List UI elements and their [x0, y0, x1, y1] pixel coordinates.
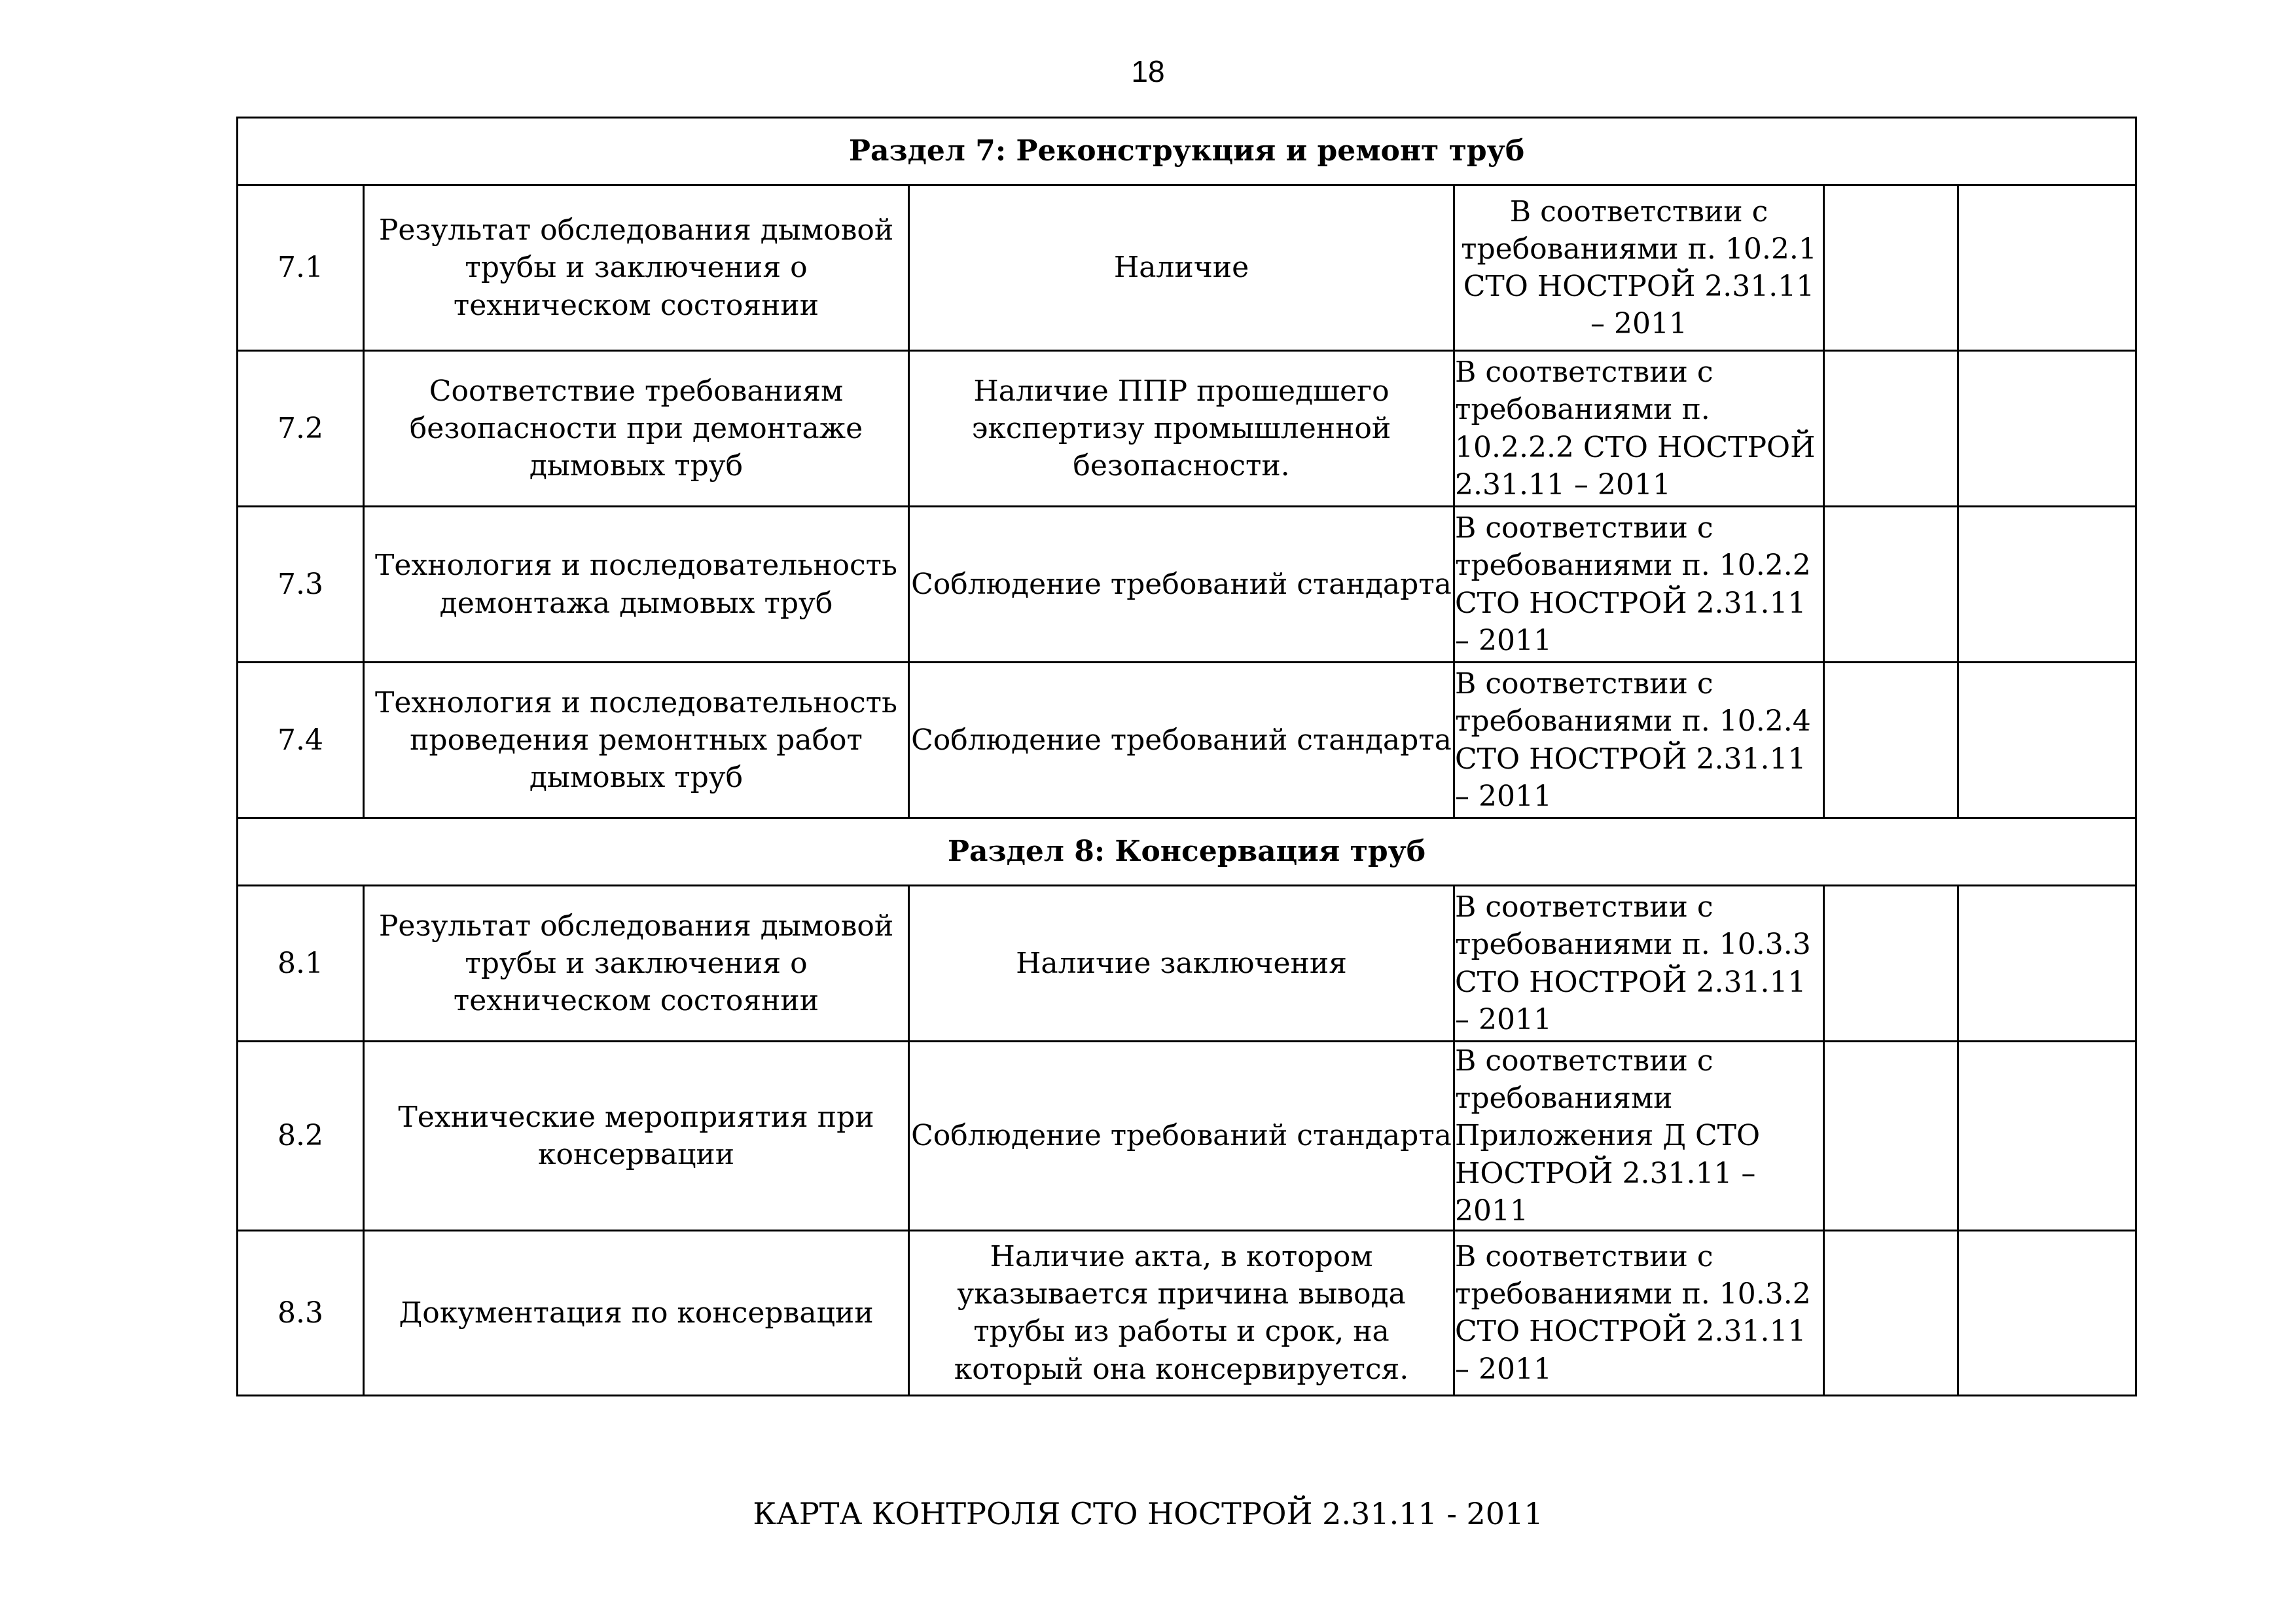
row-number: 8.1: [238, 886, 364, 1042]
control-subject: Результат обследования дымовой трубы и заключения о техническом состоянии: [364, 886, 909, 1042]
document-footer: КАРТА КОНТРОЛЯ СТО НОСТРОЙ 2.31.11 - 2011: [753, 1496, 1543, 1531]
empty-cell: [1824, 1042, 1958, 1231]
table-row: [238, 1042, 2136, 1231]
empty-cell: [1824, 185, 1958, 351]
section-title: Раздел 8: Консервация труб: [238, 818, 2136, 886]
empty-cell: [1958, 507, 2136, 663]
empty-cell: [1958, 351, 2136, 507]
row-number: 8.3: [238, 1230, 364, 1395]
normative-requirement: В соответствии с требованиями п. 10.2.1 СТО НОСТРОЙ 2.31.11 – 2011: [1454, 185, 1824, 351]
control-table: [236, 117, 2137, 1396]
empty-cell: [1824, 663, 1958, 818]
empty-cell: [1824, 886, 1958, 1042]
control-criterion: Соблюдение требований стандарта: [909, 663, 1454, 818]
control-criterion: Наличие акта, в котором указывается причина вывода трубы из работы и срок, на который она консервируется.: [909, 1230, 1454, 1395]
table-row: [238, 351, 2136, 507]
row-number: 7.4: [238, 663, 364, 818]
normative-requirement: В соответствии с требованиями п. 10.2.4 СТО НОСТРОЙ 2.31.11 – 2011: [1454, 663, 1824, 818]
control-subject: Документация по консервации: [364, 1230, 909, 1395]
table-row: [238, 507, 2136, 663]
row-number: 7.2: [238, 351, 364, 507]
empty-cell: [1824, 1230, 1958, 1395]
normative-requirement: В соответствии с требованиями п. 10.3.3 СТО НОСТРОЙ 2.31.11 – 2011: [1454, 886, 1824, 1042]
control-subject: Технология и последовательность демонтажа дымовых труб: [364, 507, 909, 663]
empty-cell: [1958, 1230, 2136, 1395]
page-number: 18: [1131, 54, 1165, 88]
table-row: [238, 185, 2136, 351]
empty-cell: [1958, 185, 2136, 351]
empty-cell: [1958, 1042, 2136, 1231]
row-number: 8.2: [238, 1042, 364, 1231]
table-row: [238, 1230, 2136, 1395]
control-criterion: Соблюдение требований стандарта: [909, 1042, 1454, 1231]
control-subject: Соответствие требованиям безопасности при демонтаже дымовых труб: [364, 351, 909, 507]
empty-cell: [1824, 351, 1958, 507]
empty-cell: [1958, 663, 2136, 818]
control-subject: Результат обследования дымовой трубы и заключения о техническом состоянии: [364, 185, 909, 351]
control-criterion: Соблюдение требований стандарта: [909, 507, 1454, 663]
empty-cell: [1824, 507, 1958, 663]
control-criterion: Наличие заключения: [909, 886, 1454, 1042]
normative-requirement: В соответствии с требованиями п. 10.2.2 СТО НОСТРОЙ 2.31.11 – 2011: [1454, 507, 1824, 663]
control-subject: Технические мероприятия при консервации: [364, 1042, 909, 1231]
row-number: 7.1: [238, 185, 364, 351]
normative-requirement: В соответствии с требованиями Приложения Д СТО НОСТРОЙ 2.31.11 – 2011: [1454, 1042, 1824, 1231]
empty-cell: [1958, 886, 2136, 1042]
section-header-row: [238, 118, 2136, 185]
table-row: [238, 886, 2136, 1042]
normative-requirement: В соответствии с требованиями п. 10.2.2.2 СТО НОСТРОЙ 2.31.11 – 2011: [1454, 351, 1824, 507]
section-title: Раздел 7: Реконструкция и ремонт труб: [238, 118, 2136, 185]
control-subject: Технология и последовательность проведения ремонтных работ дымовых труб: [364, 663, 909, 818]
normative-requirement: В соответствии с требованиями п. 10.3.2 СТО НОСТРОЙ 2.31.11 – 2011: [1454, 1230, 1824, 1395]
control-criterion: Наличие: [909, 185, 1454, 351]
section-header-row: [238, 818, 2136, 886]
row-number: 7.3: [238, 507, 364, 663]
control-criterion: Наличие ППР прошедшего экспертизу промышленной безопасности.: [909, 351, 1454, 507]
table-row: [238, 663, 2136, 818]
